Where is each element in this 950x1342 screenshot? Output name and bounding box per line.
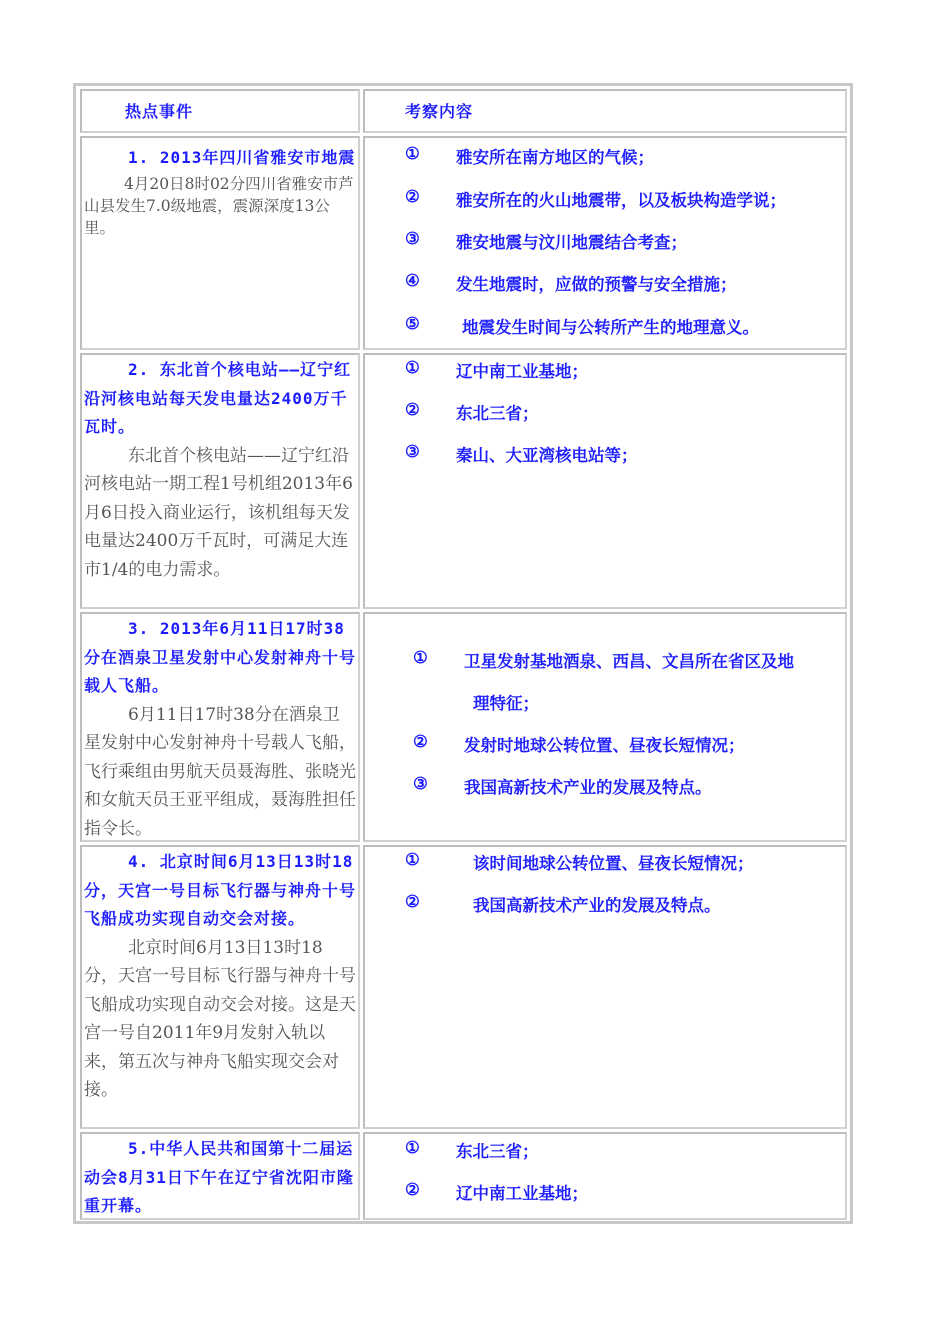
point-number: ① xyxy=(405,1138,420,1157)
point-text: 雅安所在的火山地震带，以及板块构造学说； xyxy=(456,191,786,210)
point-text: 地震发生时间与公转所产生的地理意义。 xyxy=(462,318,759,337)
point-text: 秦山、大亚湾核电站等； xyxy=(456,446,638,465)
point-text: 该时间地球公转位置、昼夜长短情况； xyxy=(473,854,754,873)
point-number: ① xyxy=(405,144,420,163)
row-3-title: 3. 2013年6月11日17时38分在酒泉卫星发射中心发射神舟十号载人飞船。 xyxy=(84,619,357,695)
point-number: ① xyxy=(405,358,420,377)
row-1-event xyxy=(84,144,356,239)
point-number: ③ xyxy=(413,774,428,793)
point-text: 我国高新技术产业的发展及特点。 xyxy=(464,778,712,797)
row-2-event-cell xyxy=(80,353,360,609)
point-text: 雅安地震与汶川地震结合考查； xyxy=(456,233,687,252)
header-event-cell xyxy=(80,89,360,133)
point-text-continued: 理特征； xyxy=(473,694,539,713)
row-2-desc: 东北首个核电站——辽宁红沿河核电站一期工程1号机组2013年6月6日投入商业运行，该机组每天发电量达2400万千瓦时，可满足大连市1/4的电力需求。 xyxy=(84,445,353,580)
row-1-desc: 4月20日8时02分四川省雅安市芦山县发生7.0级地震，震源深度13公里。 xyxy=(84,174,354,237)
row-2-event xyxy=(84,356,356,584)
header-content-cell xyxy=(363,89,847,133)
row-3-event xyxy=(84,615,356,843)
point-text: 发生地震时，应做的预警与安全措施； xyxy=(456,275,737,294)
header-event-label: 热点事件 xyxy=(125,102,194,121)
point-number: ① xyxy=(413,648,428,667)
row-2-title: 2. 东北首个核电站——辽宁红沿河核电站每天发电量达2400万千瓦时。 xyxy=(84,360,352,436)
point-text: 我国高新技术产业的发展及特点。 xyxy=(473,896,721,915)
point-number: ② xyxy=(413,732,428,751)
row-4-content-cell xyxy=(363,845,847,1129)
row-3-event-cell xyxy=(80,612,360,842)
hot-events-table xyxy=(73,83,853,1224)
row-1-title: 1. 2013年四川省雅安市地震 xyxy=(128,148,356,167)
point-number: ③ xyxy=(405,442,420,461)
point-number: ② xyxy=(405,892,420,911)
point-number: ② xyxy=(405,400,420,419)
point-text: 雅安所在南方地区的气候； xyxy=(456,148,654,167)
row-5-content-cell xyxy=(363,1132,847,1220)
point-text: 辽中南工业基地； xyxy=(456,1184,588,1203)
point-text: 辽中南工业基地； xyxy=(456,362,588,381)
point-text: 东北三省； xyxy=(456,404,539,423)
row-3-desc: 6月11日17时38分在酒泉卫星发射中心发射神舟十号载人飞船，飞行乘组由男航天员聂海胜、张晓光和女航天员王亚平组成，聂海胜担任指令长。 xyxy=(84,704,356,839)
header-content-label: 考察内容 xyxy=(405,102,474,121)
point-number: ③ xyxy=(405,229,420,248)
point-text: 卫星发射基地酒泉、西昌、文昌所在省区及地 xyxy=(464,652,794,671)
row-1-event-cell xyxy=(80,136,360,350)
row-4-event xyxy=(84,848,356,1105)
row-4-desc: 北京时间6月13日13时18分，天宫一号目标飞行器与神舟十号飞船成功实现自动交会对接。这是天宫一号自2011年9月发射入轨以来，第五次与神舟飞船实现交会对接。 xyxy=(84,937,356,1100)
point-text: 东北三省； xyxy=(456,1142,539,1161)
point-number: ⑤ xyxy=(405,314,420,333)
row-5-event-cell xyxy=(80,1132,360,1220)
row-3-content-cell xyxy=(363,612,847,842)
point-number: ② xyxy=(405,187,420,206)
point-text: 发射时地球公转位置、昼夜长短情况； xyxy=(464,736,745,755)
point-number: ① xyxy=(405,850,420,869)
row-5-event xyxy=(84,1135,356,1221)
row-2-content-cell xyxy=(363,353,847,609)
row-5-title: 5.中华人民共和国第十二届运动会8月31日下午在辽宁省沈阳市隆重开幕。 xyxy=(84,1139,354,1215)
point-number: ② xyxy=(405,1180,420,1199)
row-1-content-cell xyxy=(363,136,847,350)
point-number: ④ xyxy=(405,271,420,290)
row-4-title: 4. 北京时间6月13日13时18分，天宫一号目标飞行器与神舟十号飞船成功实现自动交会对接。 xyxy=(84,852,357,928)
row-4-event-cell xyxy=(80,845,360,1129)
